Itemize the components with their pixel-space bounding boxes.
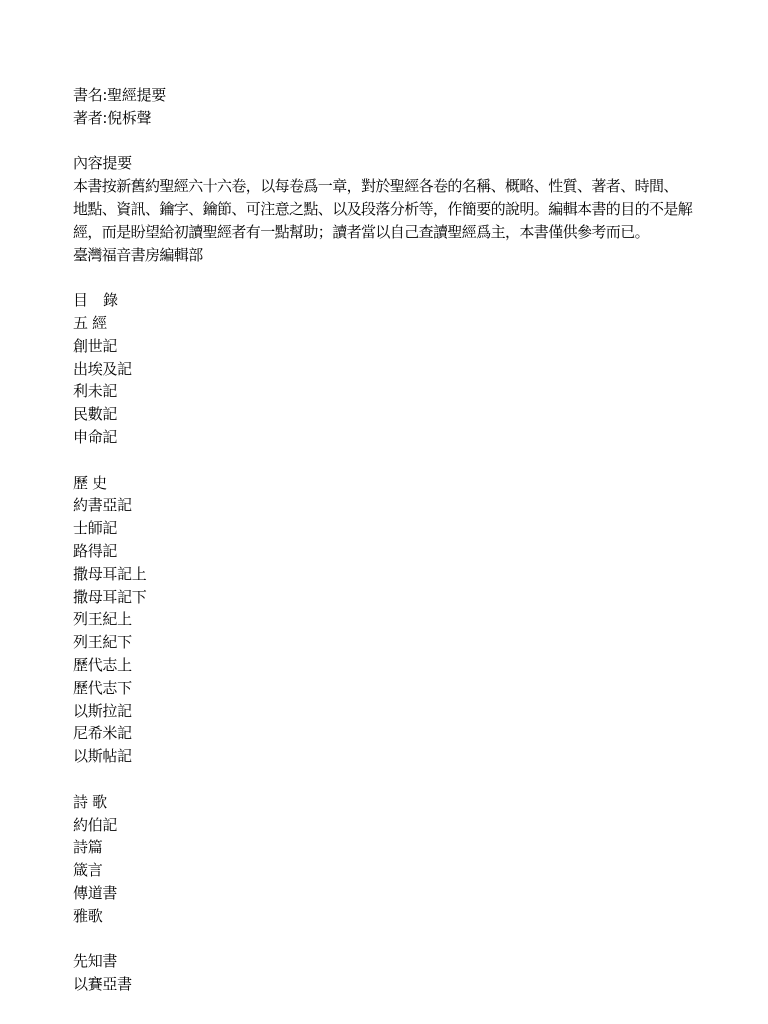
toc-item: 以斯拉記	[73, 701, 132, 720]
toc-item: 民數記	[73, 405, 118, 424]
spacer	[73, 449, 713, 472]
toc-section-title: 歷 史	[73, 473, 107, 492]
book-title: 書名:聖經提要	[73, 86, 166, 104]
summary-signature: 臺灣福音書房編輯部	[73, 245, 203, 264]
toc-item: 撒母耳記下	[73, 587, 147, 606]
summary-heading: 內容提要	[73, 154, 132, 173]
summary-paragraph	[73, 175, 713, 266]
spacer	[73, 927, 713, 950]
book-author: 著者:倪柝聲	[73, 108, 152, 127]
toc-section	[73, 791, 713, 928]
toc-item: 約伯記	[73, 815, 118, 834]
toc-item: 箴言	[73, 861, 103, 880]
toc-section-title: 五 經	[73, 313, 107, 332]
toc-section-title: 詩 歌	[73, 792, 107, 811]
summary-line: 本書按新舊約聖經六十六卷，以每卷爲一章，對於聖經各卷的名稱、概略、性質、著者、時間、	[73, 177, 678, 196]
toc-section	[73, 950, 713, 996]
spacer	[73, 768, 713, 791]
toc-section	[73, 312, 713, 449]
summary-line: 地點、資訊、鑰字、鑰節、可注意之點、以及段落分析等，作簡要的說明。編輯本書的目的不是解	[73, 199, 693, 218]
spacer	[73, 130, 713, 153]
toc-item: 以斯帖記	[73, 747, 132, 766]
toc-item: 約書亞記	[73, 496, 132, 515]
toc-item: 出埃及記	[73, 359, 132, 378]
toc-item: 詩篇	[73, 838, 103, 857]
toc-item: 路得記	[73, 541, 118, 560]
toc-item: 申命記	[73, 427, 118, 446]
toc-heading: 目 錄	[73, 291, 119, 310]
summary-line: 經，而是盼望給初讀聖經者有一點幫助；讀者當以自己查讀聖經爲主，本書僅供參考而已。	[73, 222, 650, 241]
toc-item: 以賽亞書	[73, 975, 132, 994]
toc-item: 創世記	[73, 336, 118, 355]
toc-item: 列王紀下	[73, 633, 132, 652]
toc-section	[73, 472, 713, 768]
toc-item: 列王紀上	[73, 610, 132, 629]
toc-item: 歷代志上	[73, 655, 132, 674]
toc-item: 尼希米記	[73, 724, 132, 743]
document-page	[73, 84, 713, 996]
toc-item: 利未記	[73, 382, 118, 401]
toc-item: 雅歌	[73, 906, 103, 925]
toc-item: 撒母耳記上	[73, 564, 147, 583]
spacer	[73, 266, 713, 289]
toc-item: 傳道書	[73, 883, 118, 902]
toc-section-title: 先知書	[73, 952, 118, 971]
toc-item: 歷代志下	[73, 678, 132, 697]
toc-item: 士師記	[73, 519, 118, 538]
